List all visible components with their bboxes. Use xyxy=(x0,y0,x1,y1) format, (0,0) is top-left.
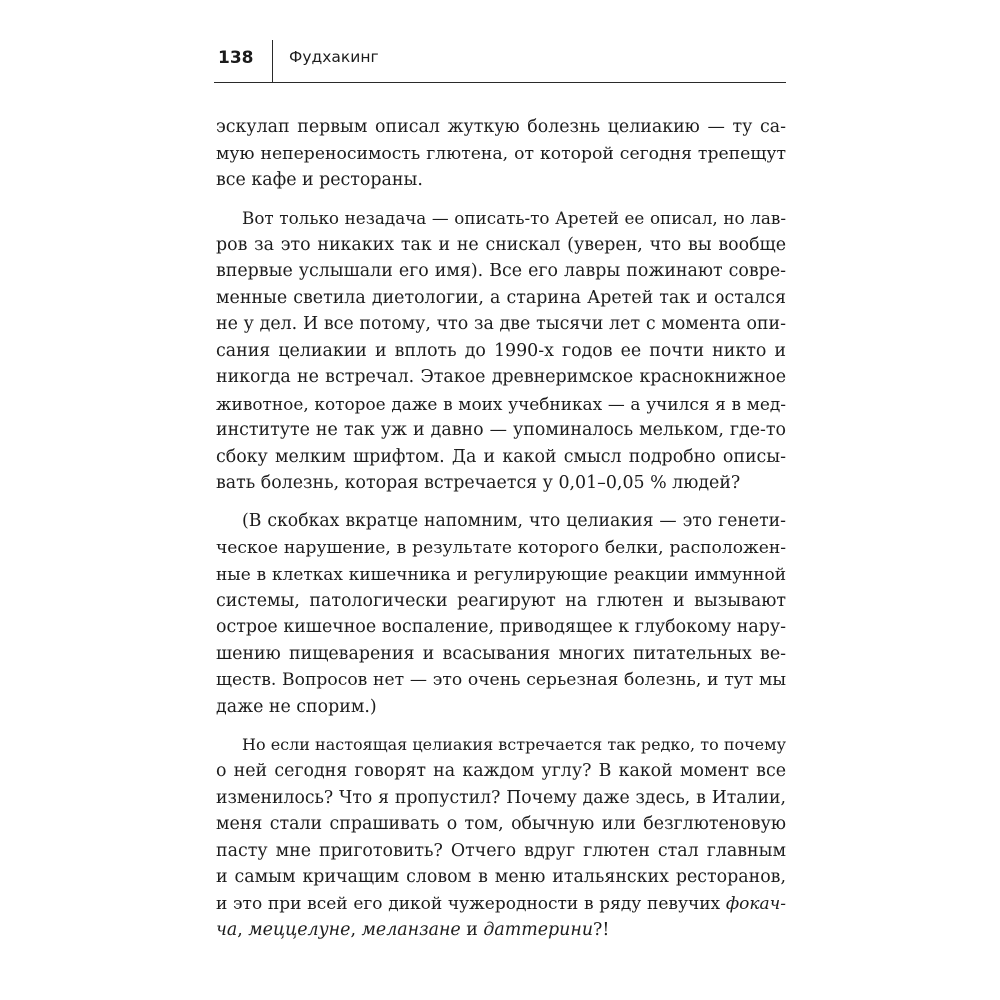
text-run: , xyxy=(350,920,362,940)
page-number: 138 xyxy=(218,48,254,68)
text-run: и xyxy=(460,920,484,940)
text-line xyxy=(216,917,786,944)
text-line: сбоку мелким шрифтом. Да и какой смысл подробно описы- xyxy=(216,446,786,467)
text-run: , xyxy=(237,920,249,940)
italic-term: даттерини xyxy=(483,920,594,940)
text-line: ществ. Вопросов нет — это очень серьезная болезнь, и тут мы xyxy=(216,670,786,690)
text-line: ные в клетках кишечника и регулирующие реакции иммунной xyxy=(216,564,786,584)
running-header xyxy=(214,40,786,83)
paragraph-2 xyxy=(216,205,786,497)
text-line: Вот только незадача — описать-то Аретей ее описал, но лав- xyxy=(242,208,786,228)
text-line: (В скобках вкратце напомним, что целиакия — это генети- xyxy=(242,511,786,531)
text-line: не у дел. И все потому, что за две тысячи лет с момента опи- xyxy=(216,314,786,334)
paragraph-4 xyxy=(216,732,786,944)
text-line: Но если настоящая целиакия встречается так редко, то почему xyxy=(242,734,786,754)
text-line: меня стали спрашивать о том, обычную или безглютеновую xyxy=(216,814,786,834)
text-line: вать болезнь, которая встречается у 0,01–0,05 % людей? xyxy=(216,473,741,493)
text-line: системы, патологически реагируют на глютен и вызывают xyxy=(216,590,786,611)
paragraph-1 xyxy=(216,114,786,194)
text-line: менные светила диетологии, а старина Аретей так и остался xyxy=(216,287,786,308)
text-line: мую непереносимость глютена, от которой сегодня трепещут xyxy=(216,143,786,164)
text-line: никогда не встречал. Этакое древнеримское краснокнижное xyxy=(216,367,786,387)
text-line: пасту мне приготовить? Отчего вдруг глютен стал главным xyxy=(216,840,786,861)
text-line: острое кишечное воспаление, приводящее к глубокому нару- xyxy=(216,617,786,637)
text-line: впервые услышали его имя). Все его лавры пожинают совре- xyxy=(216,261,786,281)
italic-term: фокач- xyxy=(725,893,786,914)
text-line: даже не спорим.) xyxy=(216,696,377,717)
text-line: эскулап первым описал жуткую болезнь целиакию — ту са- xyxy=(216,117,786,137)
italic-term: меланзане xyxy=(361,920,461,940)
text-line: ческое нарушение, в результате которого белки, расположен- xyxy=(216,537,786,558)
body-text xyxy=(216,114,786,955)
text-line: и самым кричащим словом в меню итальянских ресторанов, xyxy=(216,867,786,887)
text-line: изменилось? Что я пропустил? Почему даже здесь, в Италии, xyxy=(216,787,786,808)
text-line: все кафе и рестораны. xyxy=(216,170,423,190)
paragraph-3 xyxy=(216,508,786,720)
book-title: Фудхакинг xyxy=(289,48,379,66)
text-line xyxy=(216,891,786,918)
text-line: сания целиакии и вплоть до 1990-х годов ее почти никто и xyxy=(216,340,786,361)
text-line: шению пищеварения и всасывания многих питательных ве- xyxy=(216,643,786,664)
text-run: и это при всей его дикой чужеродности в ряду певучих xyxy=(216,893,726,914)
text-line: о ней сегодня говорят на каждом углу? В какой момент все xyxy=(216,761,786,781)
text-line: институте не так уж и давно — упоминалось мельком, где-то xyxy=(216,420,786,440)
text-line: животное, которое даже в моих учебниках — а учился я в мед- xyxy=(216,393,786,414)
italic-term: меццелуне xyxy=(248,920,351,940)
header-divider xyxy=(272,40,273,82)
text-run: ?! xyxy=(593,920,610,940)
text-line: ров за это никаких так и не снискал (уверен, что вы вообще xyxy=(216,234,786,255)
italic-term: ча xyxy=(216,920,238,940)
